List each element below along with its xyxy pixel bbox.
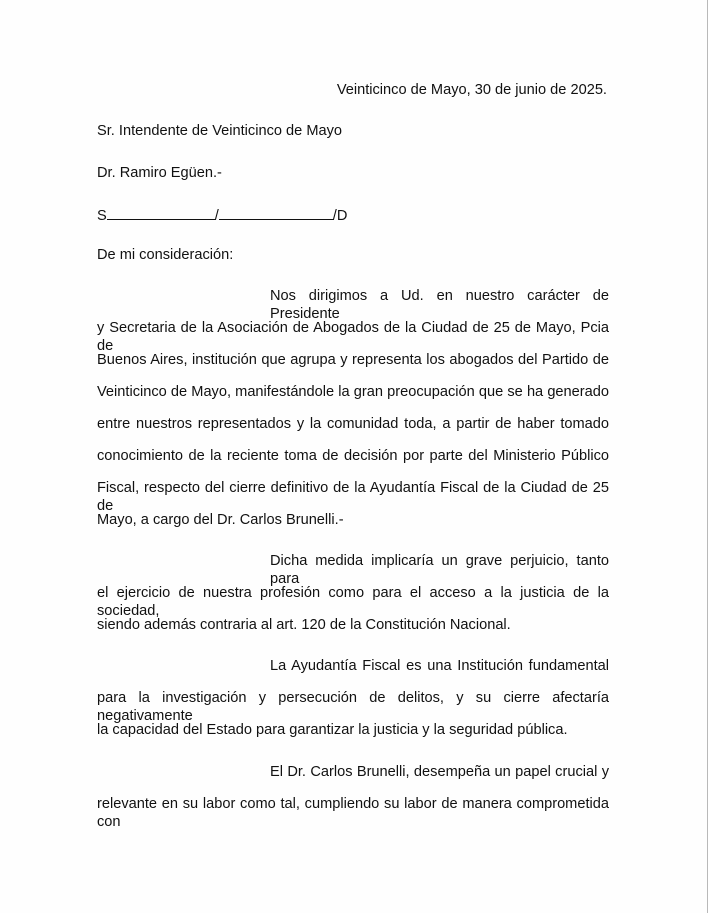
page-edge-divider [707, 0, 708, 913]
paragraph-1-line-8: Mayo, a cargo del Dr. Carlos Brunelli.- [97, 512, 344, 528]
paragraph-1-line-3: Buenos Aires, institución que agrupa y representa los abogados del Partido de [97, 352, 609, 368]
paragraph-1-line-7: Fiscal, respecto del cierre definitivo de la Ayudantía Fiscal de la Ciudad de 25 de [97, 480, 609, 514]
paragraph-2-line-2: el ejercicio de nuestra profesión como para el acceso a la justicia de la sociedad, [97, 585, 609, 619]
sd-blank-2 [219, 205, 333, 220]
paragraph-1-line-4: Veinticinco de Mayo, manifestándole la gran preocupación que se ha generado [97, 384, 609, 400]
paragraph-1-line-6: conocimiento de la reciente toma de decisión por parte del Ministerio Público [97, 448, 609, 464]
paragraph-3-line-2: para la investigación y persecución de delitos, y su cierre afectaría negativamente [97, 690, 609, 724]
paragraph-3-line-3: la capacidad del Estado para garantizar la justicia y la seguridad pública. [97, 722, 568, 738]
sd-suffix: /D [332, 208, 348, 224]
paragraph-3-line-1: La Ayudantía Fiscal es una Institución fundamental [270, 658, 609, 674]
paragraph-1-line-2: y Secretaria de la Asociación de Abogados de la Ciudad de 25 de Mayo, Pcia de [97, 320, 609, 354]
recipient-title: Sr. Intendente de Veinticinco de Mayo [97, 123, 343, 139]
sd-prefix: S [97, 208, 107, 224]
paragraph-1-line-1: Nos dirigimos a Ud. en nuestro carácter de Presidente [270, 288, 609, 322]
sd-separator: / [214, 208, 219, 224]
paragraph-4-line-1: El Dr. Carlos Brunelli, desempeña un papel crucial y [270, 764, 609, 780]
recipient-name: Dr. Ramiro Egüen.- [97, 165, 222, 181]
sd-line [97, 205, 347, 225]
paragraph-2-line-1: Dicha medida implicaría un grave perjuicio, tanto para [270, 553, 609, 587]
salutation: De mi consideración: [97, 247, 234, 263]
paragraph-2-line-3: siendo además contraria al art. 120 de la Constitución Nacional. [97, 617, 511, 633]
paragraph-1-line-5: entre nuestros representados y la comunidad toda, a partir de haber tomado [97, 416, 609, 432]
date-line: Veinticinco de Mayo, 30 de junio de 2025. [336, 82, 607, 98]
sd-blank-1 [107, 205, 215, 220]
paragraph-4-line-2: relevante en su labor como tal, cumpliendo su labor de manera comprometida con [97, 796, 609, 830]
